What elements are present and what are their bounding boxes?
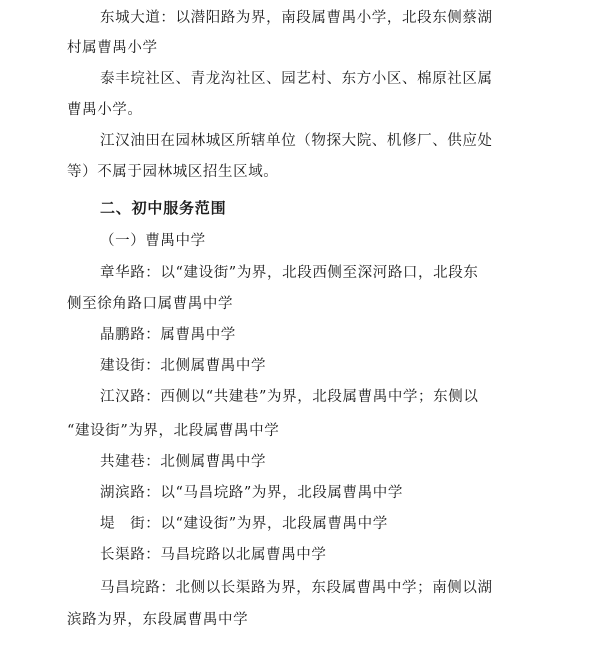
text-line: 建设街：北侧属曹禺中学	[100, 358, 267, 374]
text-line: 村属曹禺小学	[67, 40, 158, 56]
text-line: 堤 街：以“建设街”为界，北段属曹禺中学	[100, 516, 388, 532]
text-line: 曹禺小学。	[67, 102, 143, 118]
text-line: 东城大道：以潜阳路为界，南段属曹禺小学，北段东侧蔡湖	[100, 10, 493, 26]
text-line: “建设街”为界，北段属曹禺中学	[67, 423, 280, 439]
text-line: 晶鹏路：属曹禺中学	[100, 327, 236, 343]
text-line: 侧至徐角路口属曹禺中学	[67, 296, 234, 312]
text-line: 马昌垸路：北侧以长渠路为界，东段属曹禺中学；南侧以湖	[100, 580, 493, 596]
text-line: 江汉油田在园林城区所辖单位（物探大院、机修厂、供应处	[100, 133, 493, 149]
text-line: 章华路：以“建设街”为界，北段西侧至深河路口，北段东	[100, 265, 479, 281]
text-line: 共建巷：北侧属曹禺中学	[100, 454, 267, 470]
text-line: 泰丰垸社区、青龙沟社区、园艺村、东方小区、棉原社区属	[100, 71, 493, 87]
text-line: 滨路为界，东段属曹禺中学	[67, 612, 249, 628]
text-line: 江汉路：西侧以“共建巷”为界，北段属曹禺中学；东侧以	[100, 389, 479, 405]
text-line: 湖滨路：以“马昌垸路”为界，北段属曹禺中学	[100, 485, 403, 501]
section-heading: 二、初中服务范围	[100, 199, 227, 217]
text-line: 等）不属于园林城区招生区域。	[67, 164, 279, 180]
text-line: 长渠路：马昌垸路以北属曹禺中学	[100, 547, 327, 563]
subsection-heading: （一）曹禺中学	[100, 233, 206, 249]
